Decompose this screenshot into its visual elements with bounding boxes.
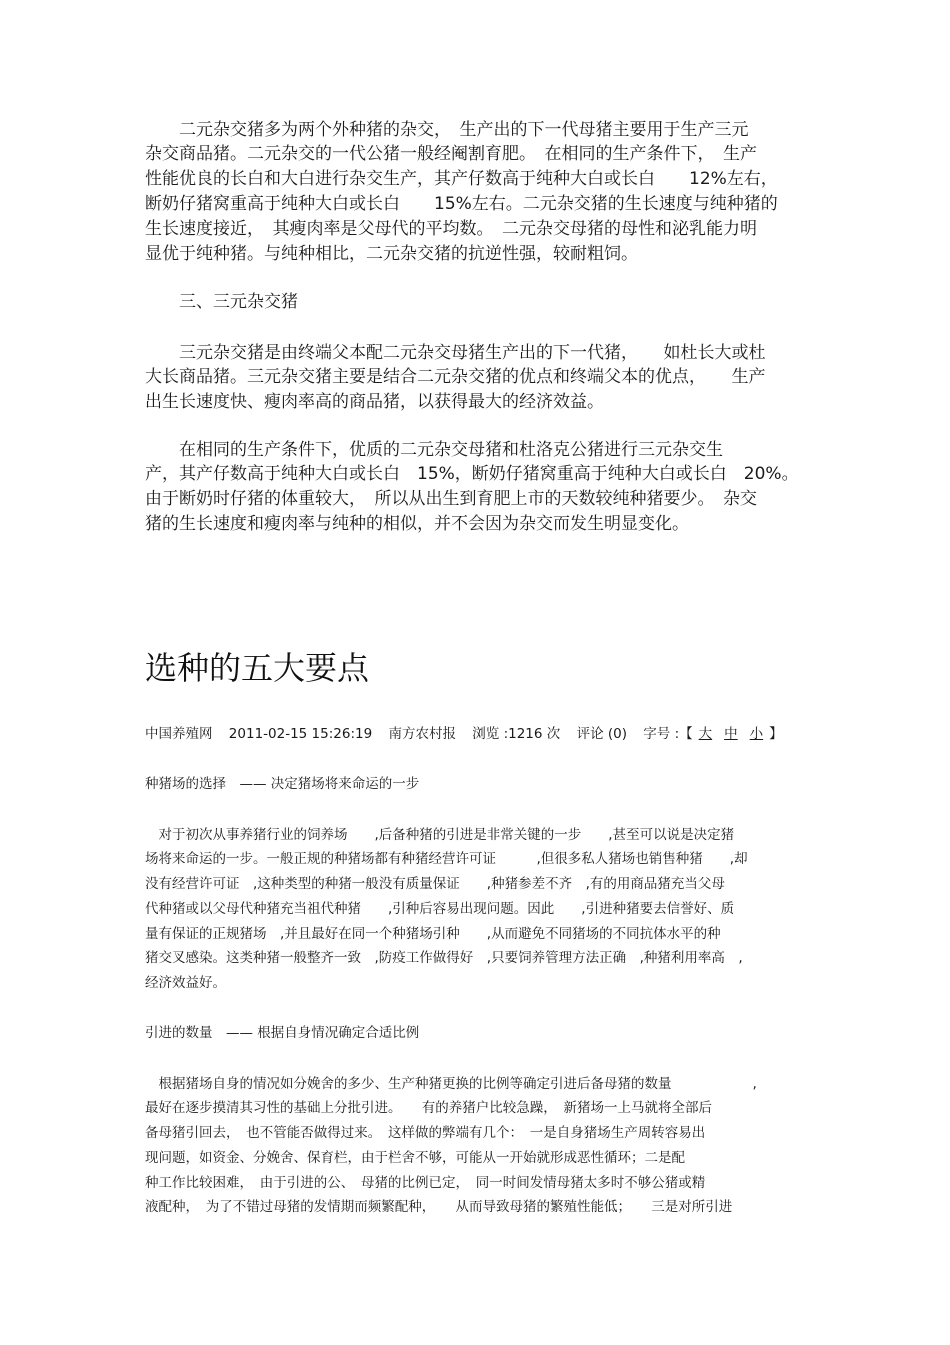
paragraph-line: 根据猪场自身的情况如分娩舍的多少、生产种猪更换的比例等确定引进后备母猪的数量 , — [145, 1076, 757, 1092]
paragraph-line: 出生长速度快、瘦肉率高的商品猪，以获得最大的经济效益。 — [145, 392, 604, 412]
meta-source: 中国养殖网 — [145, 726, 213, 742]
meta-bracket-open: 【 — [679, 726, 693, 742]
paragraph-line: 显优于纯种猪。与纯种相比，二元杂交猪的抗逆性强，较耐粗饲。 — [145, 244, 638, 264]
paragraph-line: 二元杂交猪多为两个外种猪的杂交， 生产出的下一代母猪主要用于生产三元 — [145, 120, 749, 140]
paragraph-line: 种工作比较困难， 由于引进的公、 母猪的比例已定， 同一时间发情母猪太多时不够公猪或精 — [145, 1175, 706, 1191]
paragraph-line: 在相同的生产条件下，优质的二元杂交母猪和杜洛克公猪进行三元杂交生 — [145, 440, 723, 460]
paragraph-line: 没有经营许可证 ,这种类型的种猪一般没有质量保证 ,种猪参差不齐 ,有的用商品猪充当父母 — [145, 876, 725, 892]
paragraph-line: 猪的生长速度和瘦肉率与纯种的相似，并不会因为杂交而发生明显变化。 — [145, 514, 689, 534]
paragraph-line: 场将来命运的一步。一般正规的种猪场都有种猪经营许可证 ,但很多私人猪场也销售种猪 ,却 — [145, 851, 748, 867]
meta-publisher: 南方农村报 — [388, 726, 456, 742]
subsection-heading: 种猪场的选择 —— 决定猪场将来命运的一步 — [145, 776, 420, 792]
meta-comments[interactable]: 评论 (0) — [576, 726, 627, 742]
paragraph-line: 液配种， 为了不错过母猪的发情期而频繁配种， 从而导致母猪的繁殖性能低； 三是对所引进 — [145, 1199, 733, 1215]
article-meta — [145, 724, 783, 744]
paragraph-line: 产，其产仔数高于纯种大白或长白 15%，断奶仔猪窝重高于纯种大白或长白 20%。 — [145, 464, 799, 484]
meta-bracket-close: 】 — [769, 726, 783, 742]
paragraph-line: 最好在逐步摸清其习性的基础上分批引进。 有的养猪户比较急躁， 新猪场一上马就将全部后 — [145, 1100, 712, 1116]
paragraph-line: 猪交叉感染。这类种猪一般整齐一致 ,防疫工作做得好 ,只要饲养管理方法正确 ,种猪利用率高 , — [145, 950, 743, 966]
font-size-medium-link[interactable]: 中 — [724, 726, 738, 742]
paragraph-line: 经济效益好。 — [145, 975, 226, 991]
paragraph-line: 生长速度接近， 其瘦肉率是父母代的平均数。 二元杂交母猪的母性和泌乳能力明 — [145, 219, 757, 239]
paragraph-line: 大长商品猪。三元杂交猪主要是结合二元杂交猪的优点和终端父本的优点， 生产 — [145, 367, 766, 387]
paragraph-line: 现问题，如资金、分娩舍、保育栏，由于栏舍不够，可能从一开始就形成恶性循环；二是配 — [145, 1150, 685, 1166]
paragraph-line: 对于初次从事养猪行业的饲养场 ,后备种猪的引进是非常关键的一步 ,甚至可以说是决定猪 — [145, 827, 735, 843]
section-heading: 三、三元杂交猪 — [145, 292, 298, 312]
meta-datetime: 2011-02-15 15:26:19 — [228, 726, 373, 742]
subsection-heading: 引进的数量 —— 根据自身情况确定合适比例 — [145, 1025, 420, 1041]
paragraph-line: 三元杂交猪是由终端父本配二元杂交母猪生产出的下一代猪， 如杜长大或杜 — [145, 343, 766, 363]
paragraph-line: 性能优良的长白和大白进行杂交生产，其产仔数高于纯种大白或长白 12%左右， — [145, 169, 778, 189]
paragraph-line: 杂交商品猪。二元杂交的一代公猪一般经阉割育肥。 在相同的生产条件下， 生产 — [145, 144, 757, 164]
paragraph-line: 断奶仔猪窝重高于纯种大白或长白 15%左右。二元杂交猪的生长速度与纯种猪的 — [145, 194, 778, 214]
article-title: 选种的五大要点 — [145, 649, 370, 687]
paragraph-line: 由于断奶时仔猪的体重较大， 所以从出生到育肥上市的天数较纯种猪要少。 杂交 — [145, 489, 757, 509]
paragraph-line: 代种猪或以父母代种猪充当祖代种猪 ,引种后容易出现问题。因此 ,引进种猪要去信誉好、质 — [145, 901, 735, 917]
meta-views: 浏览 :1216 次 — [472, 726, 561, 742]
paragraph-line: 量有保证的正规猪场 ,并且最好在同一个种猪场引种 ,从而避免不同猪场的不同抗体水平的种 — [145, 926, 721, 942]
meta-font-size-label: 字号 : — [643, 726, 680, 742]
paragraph-line: 备母猪引回去， 也不管能否做得过来。 这样做的弊端有几个： 一是自身猪场生产周转容易出 — [145, 1125, 706, 1141]
font-size-small-link[interactable]: 小 — [749, 726, 764, 742]
font-size-large-link[interactable]: 大 — [698, 726, 713, 742]
